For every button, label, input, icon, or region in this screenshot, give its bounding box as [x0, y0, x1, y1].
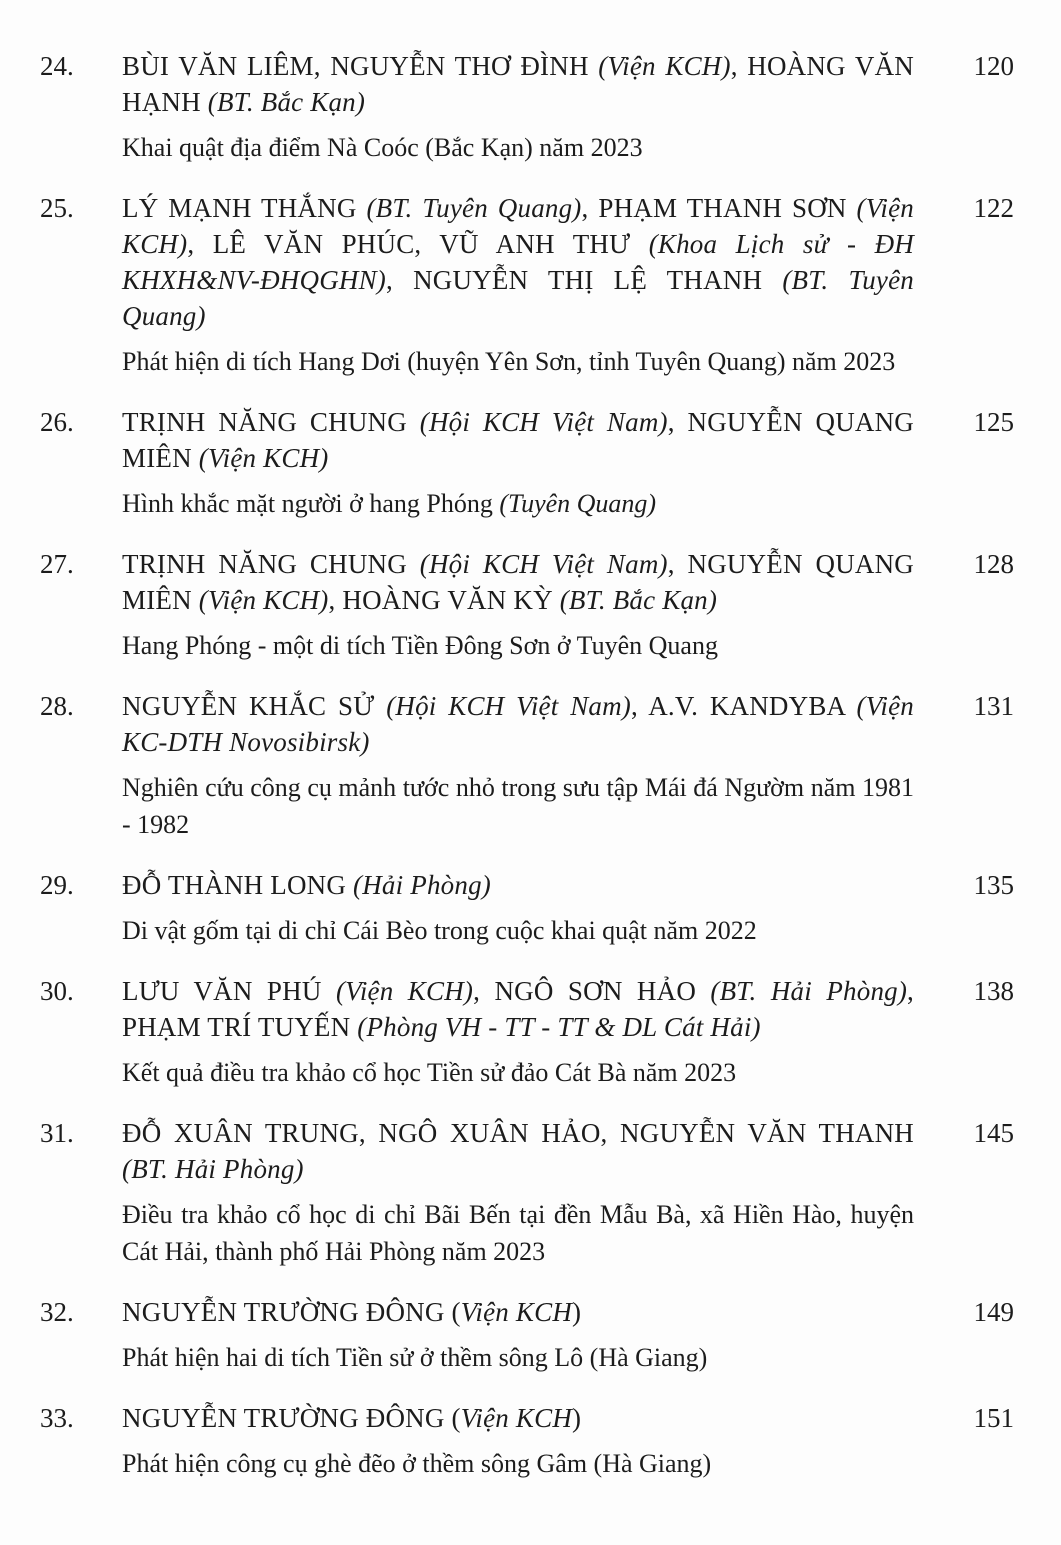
author-affiliation: Viện KCH	[460, 1297, 573, 1327]
entry-authors	[122, 688, 914, 760]
author-affiliation: (BT. Tuyên Quang)	[122, 265, 914, 331]
title-segment: Hang Phóng - một di tích Tiền Đông Sơn ở Tuyên Quang	[122, 631, 718, 660]
entry-page-number: 128	[973, 549, 1014, 579]
title-segment: Phát hiện công cụ ghè đẽo ở thềm sông Gâm (Hà Giang)	[122, 1449, 712, 1478]
entry-number: 33.	[40, 1403, 74, 1433]
author-affiliation: (Viện KCH)	[198, 443, 329, 473]
entry-title	[122, 912, 914, 949]
entry-page-number: 149	[973, 1297, 1014, 1327]
author-affiliation: (Hội KCH Việt Nam)	[419, 549, 668, 579]
entry-authors	[122, 190, 914, 334]
entry-page-number: 120	[973, 51, 1014, 81]
entry-authors	[122, 1115, 914, 1187]
toc-entry	[0, 867, 1061, 949]
title-segment: (Tuyên Quang)	[499, 489, 657, 518]
entry-number: 25.	[40, 193, 74, 223]
author-affiliation: (Viện KCH)	[598, 51, 731, 81]
entry-authors	[122, 867, 914, 903]
author-names: TRỊNH NĂNG CHUNG	[122, 549, 420, 579]
toc-entry	[0, 546, 1061, 664]
author-affiliation: (BT. Bắc Kạn)	[207, 87, 366, 117]
author-names: TRỊNH NĂNG CHUNG	[122, 407, 420, 437]
author-names: , A.V. KANDYBA	[631, 691, 857, 721]
author-affiliation: (BT. Hải Phòng)	[122, 1154, 304, 1184]
author-affiliation: (Viện KCH)	[122, 193, 914, 259]
entry-content	[122, 1115, 914, 1270]
entry-content	[122, 546, 914, 664]
title-segment: Phát hiện hai di tích Tiền sử ở thềm sông Lô (Hà Giang)	[122, 1343, 708, 1372]
entry-content	[122, 973, 914, 1091]
author-names: NGUYỄN KHẮC SỬ	[122, 691, 387, 721]
author-affiliation: (BT. Hải Phòng)	[710, 976, 908, 1006]
author-affiliation: (Hội KCH Việt Nam)	[419, 407, 668, 437]
entry-page-number: 151	[973, 1403, 1014, 1433]
entry-authors	[122, 973, 914, 1045]
title-segment: Kết quả điều tra khảo cổ học Tiền sử đảo Cát Bà năm 2023	[122, 1058, 737, 1087]
toc-entry	[0, 1115, 1061, 1270]
author-names: , PHẠM TRÍ TUYẾN	[122, 976, 914, 1042]
author-names: , NGÔ SƠN HẢO	[473, 976, 711, 1006]
author-names: )	[572, 1403, 582, 1433]
author-affiliation: (BT. Tuyên Quang)	[366, 193, 582, 223]
entry-authors	[122, 404, 914, 476]
author-names: , LÊ VĂN PHÚC, VŨ ANH THƯ	[187, 229, 649, 259]
title-segment: Điều tra khảo cổ học di chỉ Bãi Bến tại đền Mẫu Bà, xã Hiền Hào, huyện Cát Hải, thành phố Hải Phòng năm 2023	[122, 1200, 914, 1266]
author-names: , HOÀNG VĂN KỲ	[328, 585, 560, 615]
entry-content	[122, 1400, 914, 1482]
entry-number: 31.	[40, 1118, 74, 1148]
author-names: , PHẠM THANH SƠN	[581, 193, 857, 223]
entry-content	[122, 48, 914, 166]
entry-content	[122, 1294, 914, 1376]
entry-page-number: 131	[973, 691, 1014, 721]
entry-title	[122, 485, 914, 522]
toc-entry	[0, 48, 1061, 166]
author-affiliation: (Khoa Lịch sử - ĐH KHXH&NV-ĐHQGHN)	[122, 229, 914, 295]
author-names: NGUYỄN TRƯỜNG ĐÔNG (	[122, 1297, 461, 1327]
author-names: , NGUYỄN THỊ LỆ THANH	[386, 265, 783, 295]
entry-title	[122, 627, 914, 664]
entry-number: 32.	[40, 1297, 74, 1327]
title-segment: Hình khắc mặt người ở hang Phóng	[122, 489, 500, 518]
entry-title	[122, 343, 914, 380]
author-names: BÙI VĂN LIÊM, NGUYỄN THƠ ĐÌNH	[122, 51, 599, 81]
author-names: ĐỖ XUÂN TRUNG, NGÔ XUÂN HẢO, NGUYỄN VĂN THANH	[122, 1118, 914, 1148]
entry-content	[122, 867, 914, 949]
author-names: , NGUYỄN QUANG MIÊN	[122, 549, 914, 615]
author-names: )	[572, 1297, 582, 1327]
toc-entry	[0, 1294, 1061, 1376]
entry-authors	[122, 546, 914, 618]
author-affiliation: (Hải Phòng)	[353, 870, 491, 900]
title-segment: Khai quật địa điểm Nà Coóc (Bắc Kạn) năm 2023	[122, 133, 643, 162]
author-names: NGUYỄN TRƯỜNG ĐÔNG (	[122, 1403, 461, 1433]
entry-content	[122, 688, 914, 843]
entry-content	[122, 404, 914, 522]
author-affiliation: Viện KCH	[460, 1403, 573, 1433]
toc-list	[0, 48, 1061, 1482]
entry-page-number: 122	[973, 193, 1014, 223]
entry-number: 30.	[40, 976, 74, 1006]
toc-entry	[0, 404, 1061, 522]
title-segment: Di vật gốm tại di chỉ Cái Bèo trong cuộc khai quật năm 2022	[122, 916, 757, 945]
author-affiliation: (Hội KCH Việt Nam)	[386, 691, 631, 721]
author-names: LÝ MẠNH THẮNG	[122, 193, 367, 223]
entry-authors	[122, 48, 914, 120]
author-affiliation: (Viện KC-DTH Novosibirsk)	[122, 691, 914, 757]
author-affiliation: (Phòng VH - TT - TT & DL Cát Hải)	[357, 1012, 761, 1042]
toc-entry	[0, 973, 1061, 1091]
entry-page-number: 145	[973, 1118, 1014, 1148]
toc-entry	[0, 190, 1061, 380]
entry-page-number: 138	[973, 976, 1014, 1006]
title-segment: Nghiên cứu công cụ mảnh tước nhỏ trong sưu tập Mái đá Ngườm năm 1981 - 1982	[122, 773, 914, 839]
entry-number: 27.	[40, 549, 74, 579]
entry-number: 29.	[40, 870, 74, 900]
entry-title	[122, 129, 914, 166]
entry-number: 28.	[40, 691, 74, 721]
entry-page-number: 125	[973, 407, 1014, 437]
entry-title	[122, 769, 914, 843]
entry-content	[122, 190, 914, 380]
author-affiliation: (Viện KCH)	[198, 585, 329, 615]
toc-entry	[0, 688, 1061, 843]
author-affiliation: (Viện KCH)	[335, 976, 474, 1006]
author-names: , NGUYỄN QUANG MIÊN	[122, 407, 914, 473]
author-names: ĐỖ THÀNH LONG	[122, 870, 354, 900]
entry-title	[122, 1445, 914, 1482]
entry-number: 24.	[40, 51, 74, 81]
entry-page-number: 135	[973, 870, 1014, 900]
entry-authors	[122, 1294, 914, 1330]
author-affiliation: (BT. Bắc Kạn)	[559, 585, 718, 615]
entry-title	[122, 1054, 914, 1091]
entry-authors	[122, 1400, 914, 1436]
entry-title	[122, 1339, 914, 1376]
title-segment: Phát hiện di tích Hang Dơi (huyện Yên Sơn, tỉnh Tuyên Quang) năm 2023	[122, 347, 896, 376]
author-names: , HOÀNG VĂN HẠNH	[122, 51, 914, 117]
author-names: LƯU VĂN PHÚ	[122, 976, 336, 1006]
toc-entry	[0, 1400, 1061, 1482]
entry-number: 26.	[40, 407, 74, 437]
entry-title	[122, 1196, 914, 1270]
